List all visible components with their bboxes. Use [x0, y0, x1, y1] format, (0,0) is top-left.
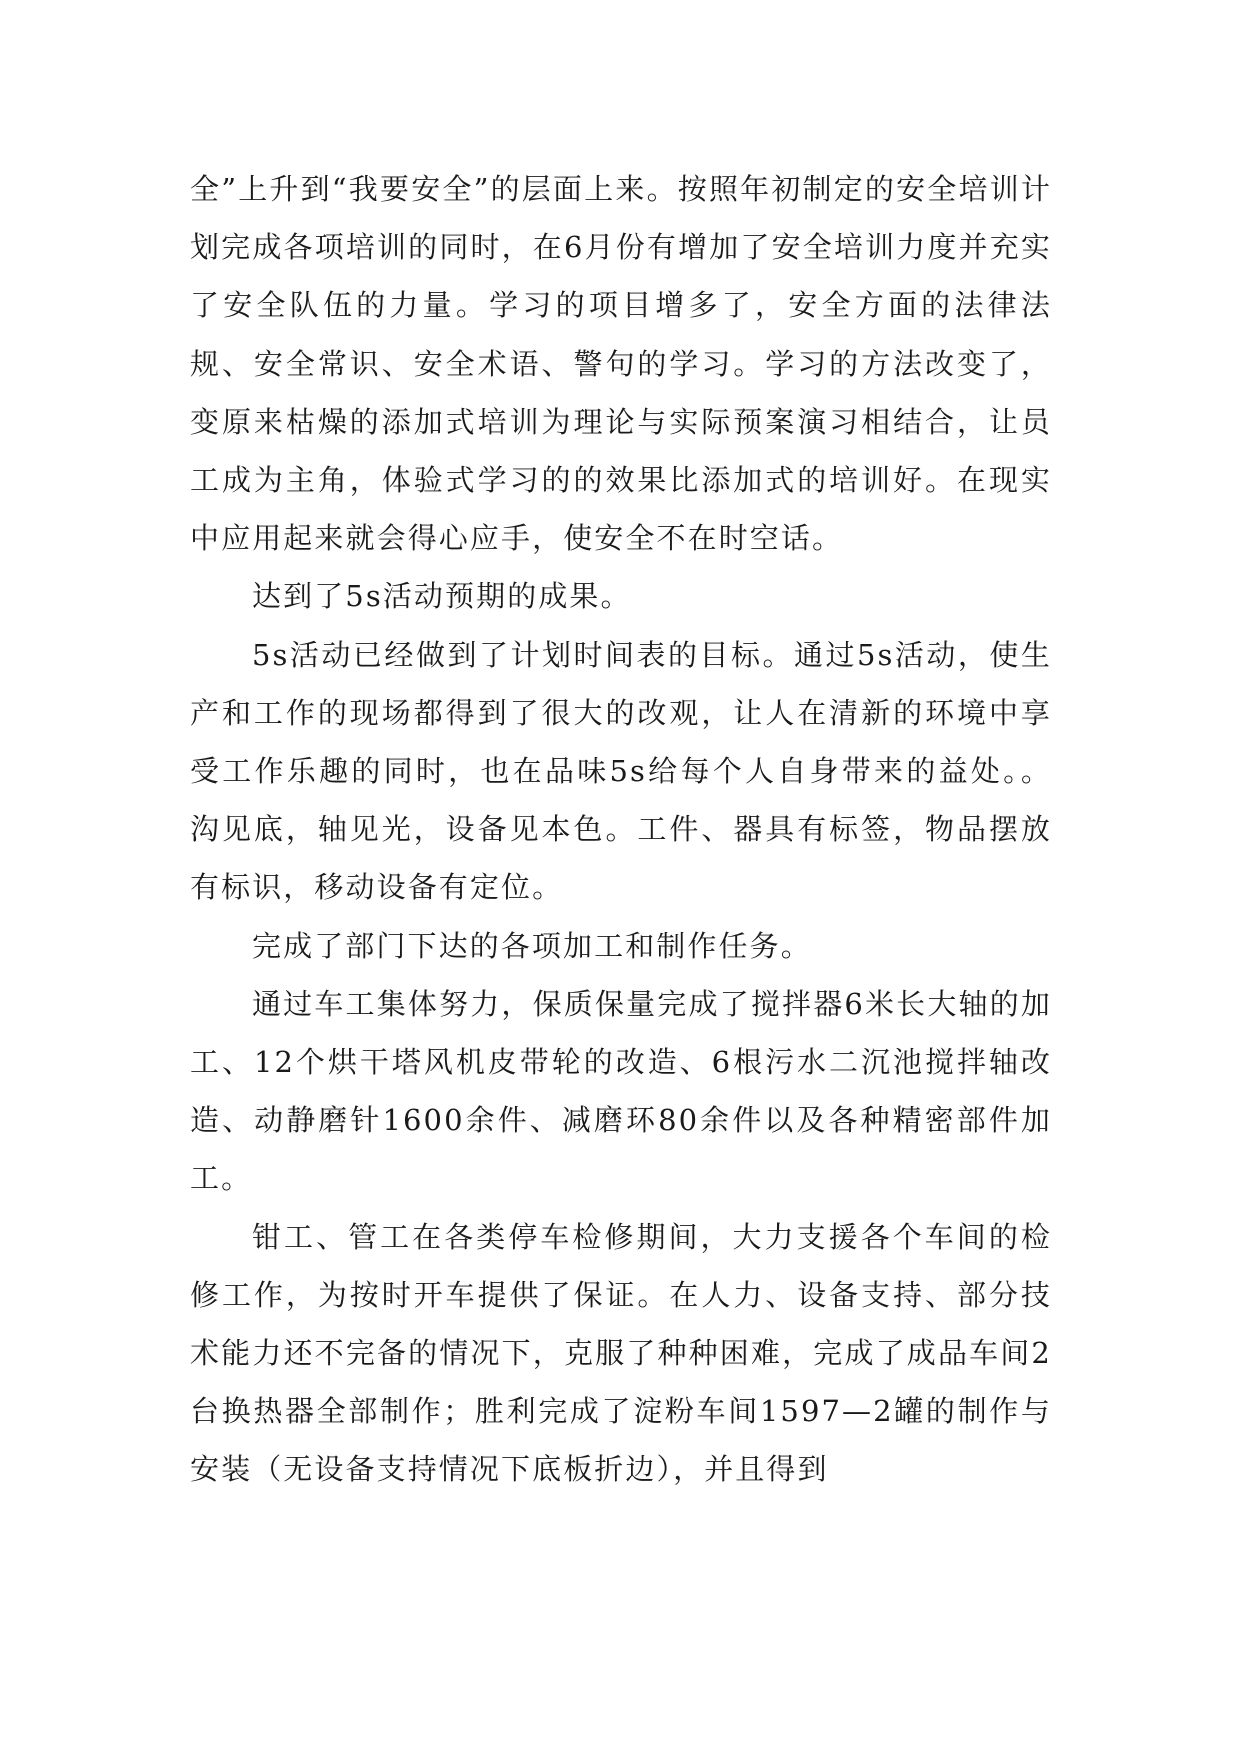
paragraph-6: 钳工、管工在各类停车检修期间，大力支援各个车间的检修工作，为按时开车提供了保证。在人力、设备支持、部分技术能力还不完备的情况下，克服了种种困难，完成了成品车间2台换热器全部制作；胜利完成了淀粉车间1597—2罐的制作与安装（无设备支持情况下底板折边），并且得到 [190, 1219, 1052, 1487]
paragraph-4: 完成了部门下达的各项加工和制作任务。 [252, 928, 812, 963]
paragraph-3: 5s活动已经做到了计划时间表的目标。通过5s活动，使生产和工作的现场都得到了很大的改观，让人在清新的环境中享受工作乐趣的同时，也在品味5s给每个人自身带来的益处。。沟见底，轴见光，设备见本色。工件、器具有标签，物品摆放有标识，移动设备有定位。 [190, 637, 1052, 905]
document-body [190, 160, 1052, 1499]
paragraph-2: 达到了5s活动预期的成果。 [252, 579, 632, 614]
paragraph-5: 通过车工集体努力，保质保量完成了搅拌器6米长大轴的加工、12个烘干塔风机皮带轮的改造、6根污水二沉池搅拌轴改造、动静磨针1600余件、减磨环80余件以及各种精密部件加工。 [190, 986, 1052, 1196]
paragraph-1: 全”上升到“我要安全”的层面上来。按照年初制定的安全培训计划完成各项培训的同时，在6月份有增加了安全培训力度并充实了安全队伍的力量。学习的项目增多了，安全方面的法律法规、安全常识、安全术语、警句的学习。学习的方法改变了，变原来枯燥的添加式培训为理论与实际预案演习相结合，让员工成为主角，体验式学习的的效果比添加式的培训好。在现实中应用起来就会得心应手，使安全不在时空话。 [190, 172, 1052, 556]
